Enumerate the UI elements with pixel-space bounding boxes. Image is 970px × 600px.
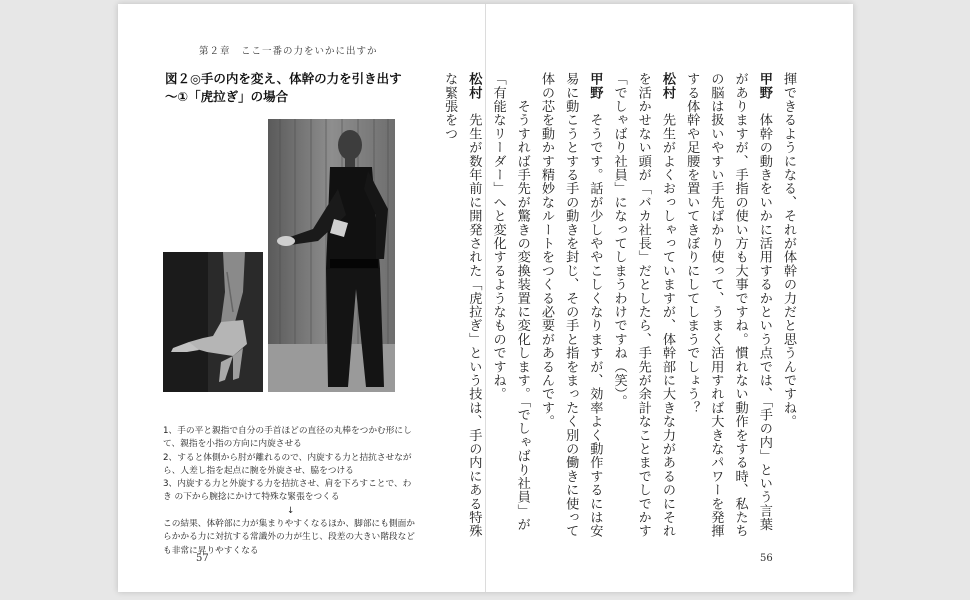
figure-title-line-2: 〜①「虎拉ぎ」の場合 <box>165 89 289 104</box>
paragraph-text: 先生が数年前に開発された「虎拉ぎ」という技は、手の内にある特殊な緊張をつ <box>442 72 482 538</box>
speaker-label: 松村 <box>659 72 675 100</box>
running-head: 第２章 ここ一番の力をいかに出すか <box>199 46 378 57</box>
caption-line: も非常に昇りやすくなる <box>163 545 259 556</box>
instructor-photo <box>268 119 395 392</box>
caption-line: 2、すると体側から肘が離れるので、内旋する力と拮抗させなが <box>163 452 412 463</box>
caption-line: き の下から腕捻にかけて特殊な緊張をつくる <box>163 492 340 503</box>
paragraph-text: 体幹の動きをいかに活用するかという点では、「手の内」という言葉がありますが、手指の使い方も大事ですね。慣れない動作をする時、私たちの脳は扱いやすい手先ばかり使って、うまく活用すれば大きなパワーを発揮する体幹や足腰を置いてきぼりにしてしまうでしょう？ <box>684 72 772 538</box>
caption-line: 3、内旋する力と外旋する力を拮抗させ、肩を下ろすことで、わ <box>163 479 412 490</box>
paragraph <box>437 72 485 542</box>
caption-line: て、親指を小指の方向に内旋させる <box>163 439 302 450</box>
paragraph <box>534 72 607 542</box>
page-number-right: 56 <box>760 553 773 564</box>
paragraph-text: そうすれば手先が驚きの変換装置に変化します。「でしゃばり社員」が「有能なリーダー」へと変化するようなものですね。 <box>490 72 530 532</box>
caption-line: この結果、体幹部に力が集まりやすくなるほか、脚部にも側面か <box>163 519 415 530</box>
paragraph <box>776 72 800 542</box>
photo-inset <box>163 252 263 392</box>
speaker-label: 甲野 <box>756 72 772 100</box>
photo-main <box>268 119 395 392</box>
caption-arrow: ↓ <box>287 505 295 516</box>
figure-title-line-1: 図２◎手の内を変え、体幹の力を引き出す <box>165 71 402 86</box>
hand-closeup-photo <box>163 252 263 392</box>
caption-line: 1、手の平と親指で自分の手首ほどの直径の丸棒をつかむ形にし <box>163 426 412 436</box>
paragraph <box>679 72 776 542</box>
caption-line: ら、人差し指を起点に腕を外旋させ、脇をつける <box>163 465 354 476</box>
paragraph <box>606 72 679 542</box>
paragraph-text: そうです。話が少しややこしくなりますが、効率よく動作するには安易に動こうとする手の動きを封じ、その手と指をまったく別の働きに使って体の芯を動かす精妙なルートをつくる必要があるんです。 <box>538 72 603 538</box>
paragraph <box>485 72 533 542</box>
paragraph-text: 先生がよくおっしゃっていますが、体幹部に大きな力があるのにそれを活かせない頭が「バカ社長」だとしたら、手先が余計なことまでしでかす「でしゃばり社員」になってしまうわけですね（笑）。 <box>611 72 675 538</box>
page-number-left: 57 <box>196 553 209 564</box>
figure-title <box>165 70 402 106</box>
speaker-label: 甲野 <box>587 72 603 100</box>
paragraph-text: 揮できるようになる、それが体幹の力だと思うんですね。 <box>781 72 796 429</box>
speaker-label: 松村 <box>466 72 482 100</box>
body-text <box>442 72 800 542</box>
caption-line: らかかる力に対抗する常識外の力が生じ、段差の大きい階段など <box>163 532 415 543</box>
figure-caption <box>163 425 443 558</box>
